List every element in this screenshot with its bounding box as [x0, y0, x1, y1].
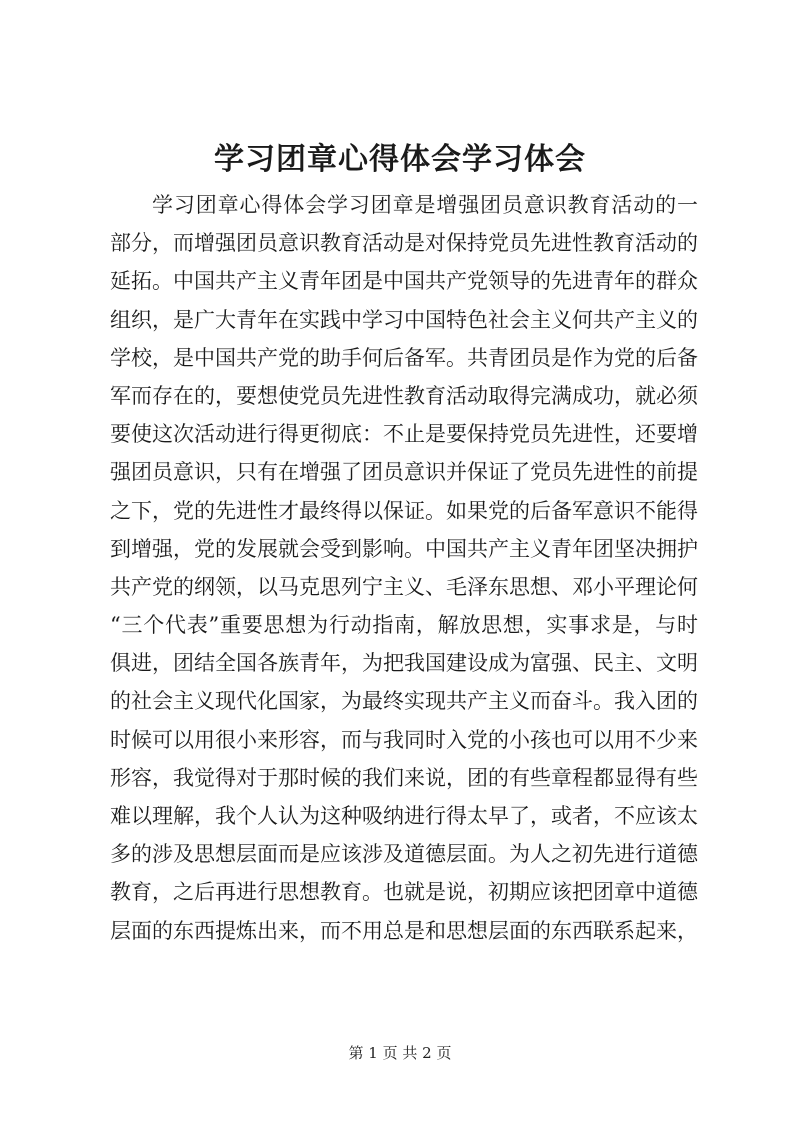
paragraph-line: 的社会主义现代化国家，为最终实现共产主义而奋斗。我入团的 — [110, 689, 698, 714]
paragraph-line: 到增强，党的发展就会受到影响。中国共产主义青年团坚决拥护 — [110, 536, 698, 561]
paragraph-line: 共产党的纲领，以马克思列宁主义、毛泽东思想、邓小平理论何 — [110, 574, 698, 599]
paragraph-line: 组织，是广大青年在实践中学习中国特色社会主义何共产主义的 — [110, 307, 698, 332]
paragraph-line: 学习团章心得体会学习团章是增强团员意识教育活动的一 — [152, 193, 698, 217]
paragraph-line: 学校，是中国共产党的助手何后备军。共青团员是作为党的后备 — [110, 345, 698, 370]
paragraph-line: 难以理解，我个人认为这种吸纳进行得太早了，或者，不应该太 — [110, 804, 698, 828]
paragraph-line: 之下，党的先进性才最终得以保证。如果党的后备军意识不能得 — [110, 498, 698, 523]
paragraph-line: 延拓。中国共产主义青年团是中国共产党领导的先进青年的群众 — [110, 269, 698, 294]
paragraph-line: 形容，我觉得对于那时候的我们来说，团的有些章程都显得有些 — [110, 765, 698, 790]
paragraph-line: 层面的东西提炼出来，而不用总是和思想层面的东西联系起来， — [110, 918, 698, 943]
document-title: 学习团章心得体会学习体会 — [214, 142, 586, 177]
paragraph-line: “三个代表”重要思想为行动指南，解放思想，实事求是，与时 — [110, 613, 698, 638]
document-body — [110, 186, 698, 950]
page-number-indicator: 第 1 页 共 2 页 — [348, 1044, 452, 1062]
page-footer — [0, 1043, 800, 1063]
paragraph-line: 时候可以用很小来形容，而与我同时入党的小孩也可以用不少来 — [110, 727, 698, 752]
paragraph-line: 教育，之后再进行思想教育。也就是说，初期应该把团章中道德 — [110, 880, 698, 905]
paragraph-line: 多的涉及思想层面而是应该涉及道德层面。为人之初先进行道德 — [110, 842, 698, 867]
paragraph-line: 要使这次活动进行得更彻底：不止是要保持党员先进性，还要增 — [110, 422, 698, 447]
paragraph-line: 俱进，团结全国各族青年，为把我国建设成为富强、民主、文明 — [110, 651, 698, 676]
paragraph-line: 军而存在的，要想使党员先进性教育活动取得完满成功，就必须 — [110, 383, 698, 408]
paragraph-line: 部分，而增强团员意识教育活动是对保持党员先进性教育活动的 — [110, 231, 698, 256]
paragraph-line: 强团员意识，只有在增强了团员意识并保证了党员先进性的前提 — [110, 460, 698, 485]
